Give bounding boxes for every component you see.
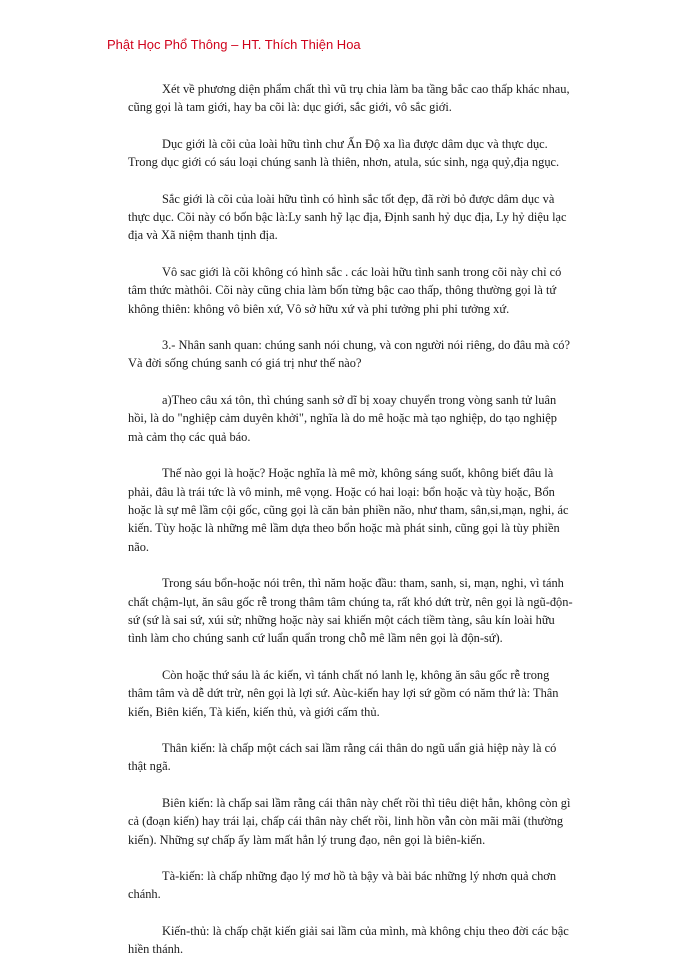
paragraph: Xét về phương diện phẩm chất thì vũ trụ chia làm ba tầng bắc cao thấp khác nhau, cũng gọi là tam giới, hay ba cõi là: dục giới, sắc giới, vô sắc giới. xyxy=(128,82,570,115)
paragraph: Trong sáu bổn-hoặc nói trên, thì năm hoặc đầu: tham, sanh, si, mạn, nghi, vì tánh chất chậm-lụt, ăn sâu gốc rễ trong thâm tâm chúng ta, rất khó dứt trừ, nên gọi là ngũ-độn-sứ (sứ là sai sứ, xúi sử; những hoặc này sai khiến một cách tiềm tàng, sâu kín loài hữu tình làm cho chúng sanh cứ luẩn quẩn trong chỗ mê lầm nên gọi là độn-sứ). xyxy=(128,576,573,646)
page-header: Phật Học Phổ Thông – HT. Thích Thiện Hoa xyxy=(107,37,361,52)
document-body xyxy=(128,80,573,977)
paragraph: a)Theo câu xá tôn, thì chúng sanh sở dĩ bị xoay chuyển trong vòng sanh tử luân hồi, là do "nghiệp cảm duyên khởi", nghĩa là do mê hoặc mà tạo nghiệp, do tạo nghiệp mà cảm thọ các quả báo. xyxy=(128,392,557,444)
paragraph: Tà-kiến: là chấp những đạo lý mơ hồ tà bậy và bài bác những lý nhơn quả chơn chánh. xyxy=(128,869,557,902)
paragraph: Dục giới là cõi của loài hữu tình chư Ấn Độ xa lìa được dâm dục và thực dục. Trong dục giới có sáu loại chúng sanh là thiên, nhơn, atula, súc sinh, ngạ quỷ,địa ngục. xyxy=(128,136,560,170)
paragraph: Kiến-thủ: là chấp chặt kiến giải sai lầm của mình, mà không chịu theo đời các bậc hiền thánh. xyxy=(128,923,569,957)
paragraph: Thế nào gọi là hoặc? Hoặc nghĩa là mê mờ, không sáng suốt, không biết đâu là phải, đâu là trái tức là vô minh, mê vọng. Hoặc có hai loại: bổn hoặc và tùy hoặc, Bổn hoặc là sự mê lầm cội gốc, cũng gọi là căn bản phiền não, như tham, sân,si,mạn, nghi, ác kiến. Tùy hoặc là những mê lầm dựa theo bổn hoặc mà phát sinh, cũng gọi là tùy phiền não. xyxy=(128,466,569,554)
paragraph: Vô sac giới là cõi không có hình sắc . các loài hữu tình sanh trong cõi này chỉ có tâm thức màthôi. Cõi này cũng chia làm bốn từng bậc cao thấp, thông thường gọi là tứ không thiên: không vô biên xứ, Vô sở hữu xứ và phi tưởng phi phi tưởng xứ. xyxy=(128,264,562,316)
paragraph: Thân kiến: là chấp một cách sai lầm rằng cái thân do ngũ uẩn giả hiệp này là có thật ngã. xyxy=(128,740,557,774)
paragraph: Biên kiến: là chấp sai lầm rằng cái thân này chết rồi thì tiêu diệt hẳn, không còn gì cả (đoạn kiến) hay trái lại, chấp cái thân này chết rồi, linh hồn vẫn còn mãi mãi (thường kiến). Những sự chấp ấy làm mất hẳn lý trung đạo, nên gọi là biên-kiến. xyxy=(128,795,571,847)
paragraph: 3.- Nhân sanh quan: chúng sanh nói chung, và con người nói riêng, do đâu mà có? Và đời sống chúng sanh có giá trị như thế nào? xyxy=(128,338,570,371)
paragraph: Còn hoặc thứ sáu là ác kiến, vì tánh chất nó lanh lẹ, không ăn sâu gốc rễ trong thâm tâm và dễ dứt trừ, nên gọi là lợi sứ. Aùc-kiến hay lợi sứ gồm có năm thứ là: Thân kiến, Biên kiến, Tà kiến, kiến thủ, và giới cấm thủ. xyxy=(128,667,559,719)
paragraph: Sắc giới là cõi của loài hữu tình có hình sắc tốt đẹp, đã rời bỏ được dâm dục và thực dục. Cõi này có bốn bậc là:Ly sanh hỹ lạc địa, Định sanh hỷ dục địa, Ly hỷ diệu lạc địa và Xã niệm thanh tịnh địa. xyxy=(128,191,567,243)
